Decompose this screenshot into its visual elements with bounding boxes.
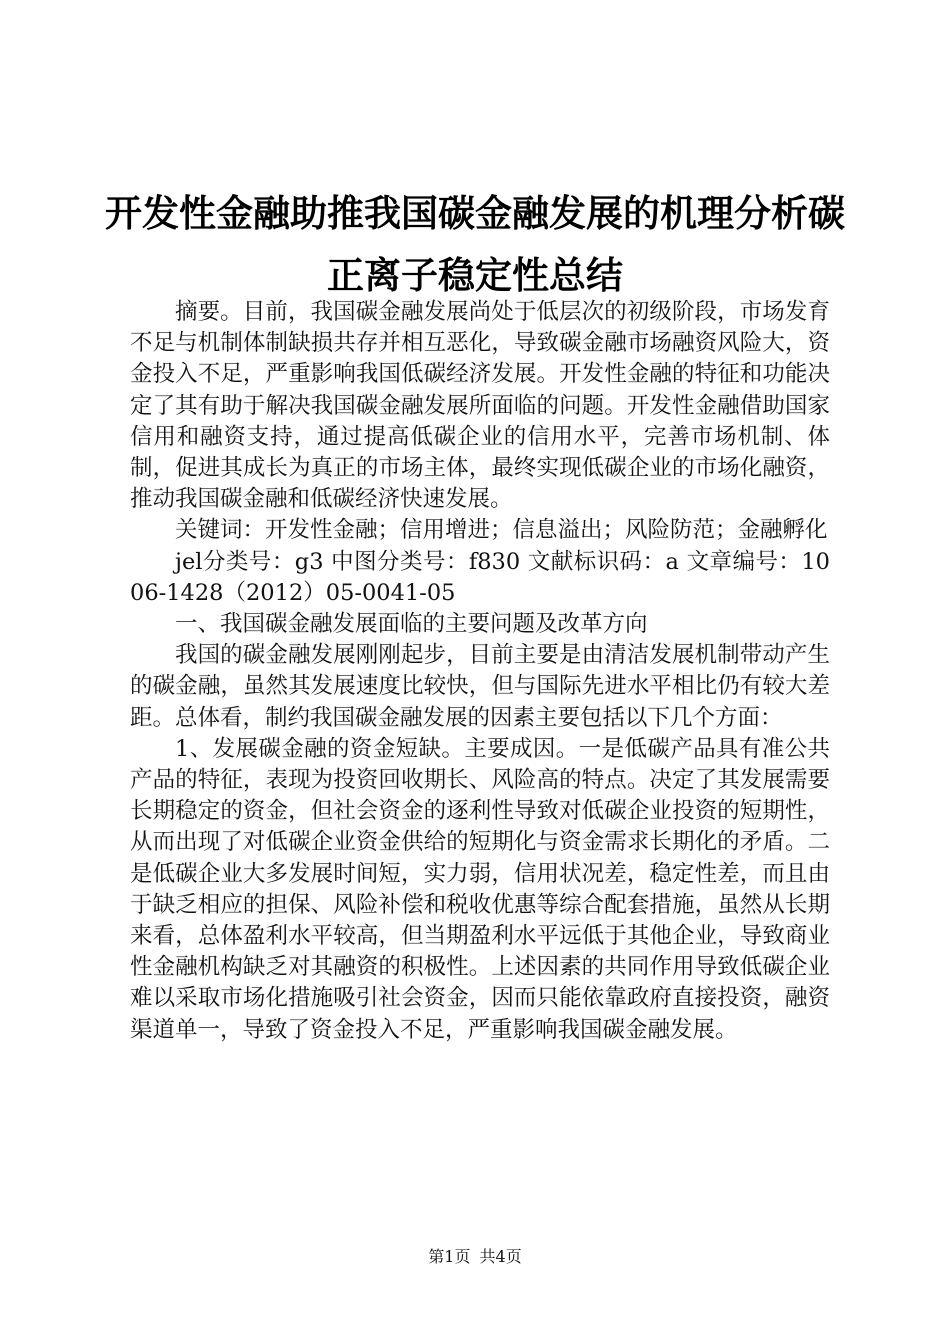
document-title xyxy=(100,182,850,306)
title-line-2: 正离子稳定性总结 xyxy=(327,253,623,297)
document-body xyxy=(130,297,830,1046)
abstract-paragraph: 摘要。目前，我国碳金融发展尚处于低层次的初级阶段，市场发育不足与机制体制缺损共存并相互恶化，导致碳金融市场融资风险大，资金投入不足，严重影响我国低碳经济发展。开发性金融的特征和功能决定了其有助于解决我国碳金融发展所面临的问题。开发性金融借助国家信用和融资支持，通过提高低碳企业的信用水平，完善市场机制、体制，促进其成长为真正的市场主体，最终实现低碳企业的市场化融资，推动我国碳金融和低碳经济快速发展。 xyxy=(130,299,830,513)
page-footer xyxy=(0,1244,950,1267)
classification-paragraph: jel分类号：g3 中图分类号：f830 文献标识码：a 文章编号：1006-1428（2012）05-0041-05 xyxy=(130,548,830,606)
page-total: 共4页 xyxy=(479,1247,522,1266)
body-paragraph: 1、发展碳金融的资金短缺。主要成因。一是低碳产品具有准公共产品的特征，表现为投资回收期长、风险高的特点。决定了其发展需要长期稳定的资金，但社会资金的逐利性导致对低碳企业投资的短期性，从而出现了对低碳企业资金供给的短期化与资金需求长期化的矛盾。二是低碳企业大多发展时间短，实力弱，信用状况差，稳定性差，而且由于缺乏相应的担保、风险补偿和税收优惠等综合配套措施，虽然从长期来看，总体盈利水平较高，但当期盈利水平远低于其他企业，导致商业性金融机构缺乏对其融资的积极性。上述因素的共同作用导致低碳企业难以采取市场化措施吸引社会资金，因而只能依靠政府直接投资，融资渠道单一，导致了资金投入不足，严重影响我国碳金融发展。 xyxy=(130,735,830,1043)
page-number: 第1页 xyxy=(428,1247,471,1266)
body-paragraph: 我国的碳金融发展刚刚起步，目前主要是由清洁发展机制带动产生的碳金融，虽然其发展速度比较快，但与国际先进水平相比仍有较大差距。总体看，制约我国碳金融发展的因素主要包括以下几个方面： xyxy=(130,642,830,731)
keywords-paragraph: 关键词：开发性金融；信用增进；信息溢出；风险防范；金融孵化 xyxy=(175,517,828,544)
section-heading: 一、我国碳金融发展面临的主要问题及改革方向 xyxy=(175,611,648,638)
title-line-1: 开发性金融助推我国碳金融发展的机理分析碳 xyxy=(105,191,845,235)
